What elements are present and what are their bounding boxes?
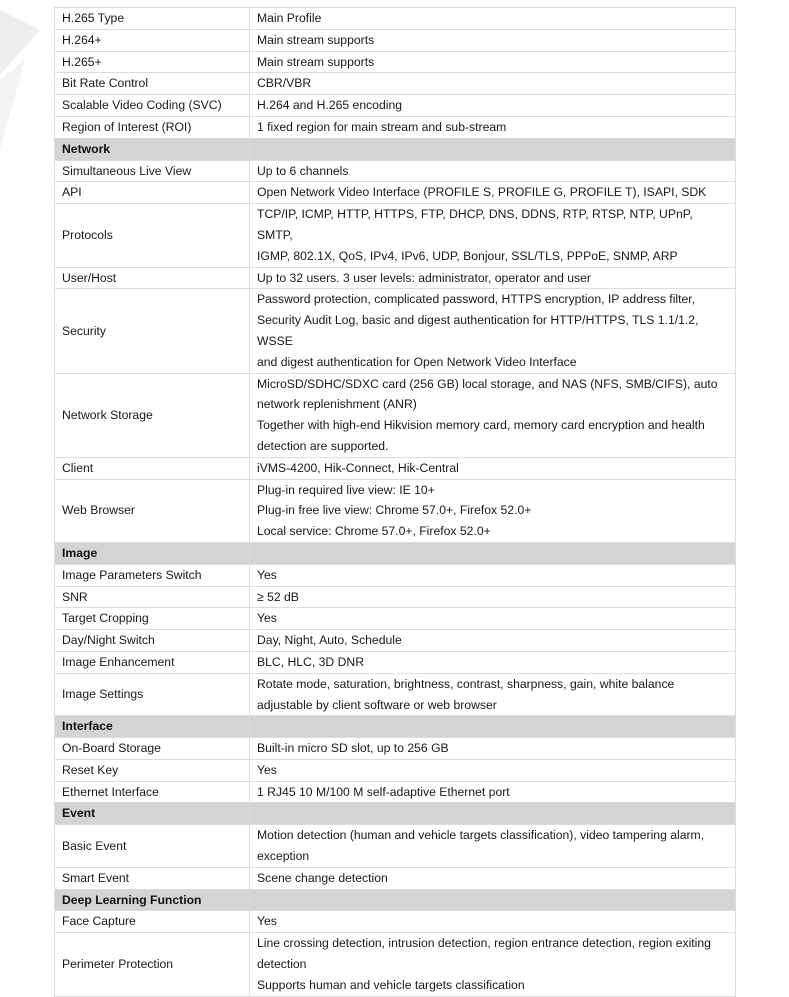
spec-label: Security (55, 289, 250, 373)
spec-value (250, 116, 736, 138)
spec-row (55, 564, 736, 586)
spec-row (55, 673, 736, 716)
spec-label: Ethernet Interface (55, 781, 250, 803)
spec-row (55, 29, 736, 51)
spec-value-line: Day, Night, Auto, Schedule (257, 633, 402, 648)
spec-value-line: Main stream supports (257, 54, 375, 69)
spec-value-line: Yes (257, 567, 277, 582)
section-title: Event (55, 803, 250, 825)
spec-row (55, 781, 736, 803)
spec-value-line: Rotate mode, saturation, brightness, contrast, sharpness, gain, white balance (257, 676, 675, 691)
section-header (55, 716, 736, 738)
section-header-spacer (250, 889, 736, 911)
spec-value-line: CBR/VBR (257, 76, 312, 91)
spec-row (55, 608, 736, 630)
spec-label: Scalable Video Coding (SVC) (55, 95, 250, 117)
spec-value-line: iVMS-4200, Hik-Connect, Hik-Central (257, 460, 459, 475)
spec-row (55, 116, 736, 138)
spec-value-line: adjustable by client software or web browser (257, 697, 497, 712)
section-header (55, 138, 736, 160)
spec-label: Day/Night Switch (55, 630, 250, 652)
spec-label: Client (55, 457, 250, 479)
spec-value-line: Up to 32 users. 3 user levels: administrator, operator and user (257, 270, 591, 285)
spec-row (55, 160, 736, 182)
spec-value-line: Motion detection (human and vehicle targets classification), video tampering alarm, (257, 828, 705, 843)
section-header-spacer (250, 803, 736, 825)
section-title: Deep Learning Function (55, 889, 250, 911)
spec-value (250, 586, 736, 608)
spec-value-line: Line crossing detection, intrusion detection, region entrance detection, region exiting (257, 936, 711, 951)
spec-row (55, 911, 736, 933)
spec-row (55, 267, 736, 289)
spec-label: SNR (55, 586, 250, 608)
spec-label: Protocols (55, 204, 250, 267)
spec-value (250, 204, 736, 267)
spec-label: Image Settings (55, 673, 250, 716)
spec-value-line: Security Audit Log, basic and digest authentication for HTTP/HTTPS, TLS 1.1/1.2, WSSE (257, 313, 699, 348)
spec-value-line: exception (257, 849, 310, 864)
spec-label: Reset Key (55, 759, 250, 781)
spec-value-line: Yes (257, 611, 277, 626)
spec-value-line: and digest authentication for Open Network Video Interface (257, 354, 577, 369)
spec-value (250, 564, 736, 586)
spec-value-line: ≥ 52 dB (257, 589, 299, 604)
section-title: Image (55, 542, 250, 564)
spec-value (250, 867, 736, 889)
section-header-spacer (250, 138, 736, 160)
spec-label: On-Board Storage (55, 738, 250, 760)
spec-value-line: Open Network Video Interface (PROFILE S, PROFILE G, PROFILE T), ISAPI, SDK (257, 185, 707, 200)
spec-value-line: BLC, HLC, 3D DNR (257, 654, 365, 669)
spec-label: Bit Rate Control (55, 73, 250, 95)
spec-label: Image Parameters Switch (55, 564, 250, 586)
spec-row (55, 825, 736, 868)
spec-label: Target Cropping (55, 608, 250, 630)
spec-value-line: H.264 and H.265 encoding (257, 98, 403, 113)
spec-value-line: Scene change detection (257, 870, 388, 885)
spec-label: Network Storage (55, 373, 250, 457)
spec-row (55, 867, 736, 889)
spec-value (250, 29, 736, 51)
spec-value (250, 651, 736, 673)
spec-row (55, 933, 736, 996)
spec-value-line: Main stream supports (257, 32, 375, 47)
spec-value (250, 911, 736, 933)
spec-value-line: Together with high-end Hikvision memory card, memory card encryption and health (257, 418, 705, 433)
spec-value-line: TCP/IP, ICMP, HTTP, HTTPS, FTP, DHCP, DNS, DDNS, RTP, RTSP, NTP, UPnP, SMTP, (257, 207, 693, 242)
spec-value (250, 289, 736, 373)
spec-row (55, 738, 736, 760)
spec-value (250, 608, 736, 630)
spec-row (55, 373, 736, 457)
spec-value (250, 781, 736, 803)
spec-row (55, 457, 736, 479)
section-header (55, 542, 736, 564)
section-title: Network (55, 138, 250, 160)
spec-label: Basic Event (55, 825, 250, 868)
section-title: Interface (55, 716, 250, 738)
spec-value (250, 479, 736, 542)
spec-row (55, 51, 736, 73)
spec-value-line: Supports human and vehicle targets classification (257, 977, 525, 992)
spec-row (55, 479, 736, 542)
spec-row (55, 651, 736, 673)
spec-label: Simultaneous Live View (55, 160, 250, 182)
spec-label: Web Browser (55, 479, 250, 542)
spec-value-line: Built-in micro SD slot, up to 256 GB (257, 741, 449, 756)
specification-table (54, 7, 736, 997)
spec-value-line: Up to 6 channels (257, 163, 349, 178)
spec-value (250, 933, 736, 996)
spec-label: User/Host (55, 267, 250, 289)
specification-table-body (55, 8, 736, 997)
spec-label: H.264+ (55, 29, 250, 51)
spec-value-line: 1 fixed region for main stream and sub-stream (257, 119, 507, 134)
spec-label: Perimeter Protection (55, 933, 250, 996)
spec-label: Face Capture (55, 911, 250, 933)
spec-value-line: Main Profile (257, 11, 322, 25)
spec-value (250, 673, 736, 716)
spec-row (55, 8, 736, 30)
spec-value-line: Password protection, complicated password, HTTPS encryption, IP address filter, (257, 292, 696, 307)
spec-value (250, 73, 736, 95)
spec-label: H.265 Type (55, 8, 250, 30)
spec-value-line: 1 RJ45 10 M/100 M self-adaptive Ethernet port (257, 784, 510, 799)
spec-row (55, 586, 736, 608)
spec-value (250, 825, 736, 868)
spec-value (250, 51, 736, 73)
spec-label: Smart Event (55, 867, 250, 889)
spec-value-line: Local service: Chrome 57.0+, Firefox 52.0+ (257, 524, 491, 539)
section-header-spacer (250, 716, 736, 738)
spec-value (250, 95, 736, 117)
spec-value-line: IGMP, 802.1X, QoS, IPv4, IPv6, UDP, Bonjour, SSL/TLS, PPPoE, SNMP, ARP (257, 248, 678, 263)
spec-value-line: detection are supported. (257, 438, 389, 453)
spec-value (250, 267, 736, 289)
spec-label: H.265+ (55, 51, 250, 73)
section-header-spacer (250, 542, 736, 564)
spec-value-line: Plug-in free live view: Chrome 57.0+, Firefox 52.0+ (257, 503, 532, 518)
spec-value-line: Plug-in required live view: IE 10+ (257, 482, 435, 497)
spec-value-line: detection (257, 957, 307, 972)
spec-value (250, 738, 736, 760)
spec-value (250, 630, 736, 652)
spec-row (55, 759, 736, 781)
spec-value (250, 160, 736, 182)
spec-label: Image Enhancement (55, 651, 250, 673)
spec-value (250, 457, 736, 479)
spec-value (250, 182, 736, 204)
spec-value-line: network replenishment (ANR) (257, 397, 417, 412)
spec-value-line: Yes (257, 762, 277, 777)
spec-row (55, 182, 736, 204)
spec-row (55, 95, 736, 117)
spec-label: Region of Interest (ROI) (55, 116, 250, 138)
spec-value (250, 759, 736, 781)
spec-value (250, 8, 736, 30)
section-header (55, 889, 736, 911)
spec-row (55, 204, 736, 267)
spec-row (55, 630, 736, 652)
spec-label: API (55, 182, 250, 204)
section-header (55, 803, 736, 825)
spec-row (55, 289, 736, 373)
spec-value-line: MicroSD/SDHC/SDXC card (256 GB) local storage, and NAS (NFS, SMB/CIFS), auto (257, 376, 718, 391)
spec-row (55, 73, 736, 95)
spec-value-line: Yes (257, 914, 277, 929)
spec-value (250, 373, 736, 457)
